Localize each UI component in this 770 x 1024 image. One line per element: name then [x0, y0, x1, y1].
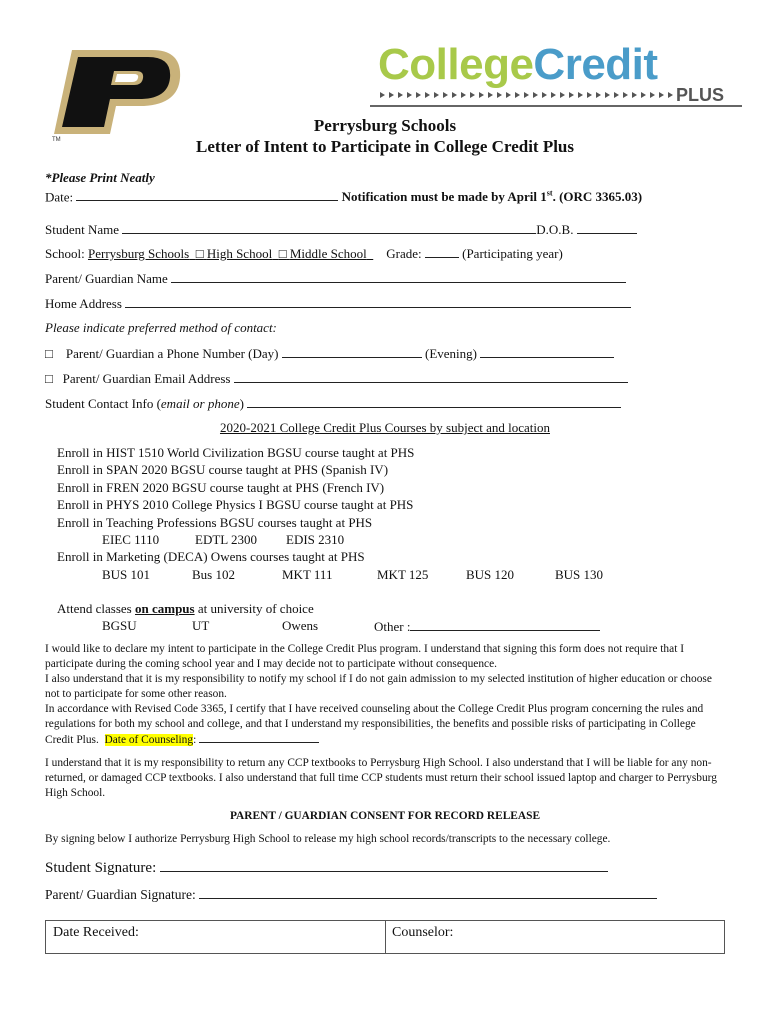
home-address-label: Home Address — [45, 296, 122, 311]
course-code: EIEC 1110 — [102, 532, 160, 547]
course-code: Bus 102 — [192, 567, 235, 582]
parent-signature-label: Parent/ Guardian Signature: — [45, 887, 196, 902]
page-title: Perrysburg Schools — [313, 116, 457, 135]
school-options: Perrysburg Schools □ High School □ Middle School — [87, 246, 367, 261]
student-signature-field[interactable] — [160, 859, 608, 872]
course-item: Enroll in FREN 2020 BGSU course taught at PHS (French IV) — [57, 480, 385, 495]
middle-school-checkbox[interactable]: □ — [278, 246, 287, 261]
phone-day-field[interactable] — [282, 345, 422, 358]
school-label: School: — [45, 246, 85, 261]
contact-prompt: Please indicate preferred method of contact: — [45, 320, 277, 335]
deadline-note: Notification must be made by April 1st. (ORC 3365.03) — [341, 189, 643, 205]
phone-evening-field[interactable] — [480, 345, 614, 358]
phone-checkbox[interactable]: □ — [45, 346, 53, 361]
student-name-field[interactable] — [122, 221, 536, 234]
attend-on-campus: Attend classes on campus at university of choice — [57, 601, 314, 616]
consent-heading: PARENT / GUARDIAN CONSENT FOR RECORD RELEASE — [229, 810, 541, 822]
course-code: EDIS 2310 — [286, 532, 345, 547]
dob-label: D.O.B. — [536, 222, 574, 237]
dob-field[interactable] — [577, 221, 637, 234]
date-label: Date: — [45, 189, 74, 205]
home-address-field[interactable] — [125, 295, 631, 308]
parent-signature-field[interactable] — [199, 886, 657, 899]
college-credit-plus-logo — [370, 40, 742, 110]
course-item: Enroll in PHYS 2010 College Physics I BGSU course taught at PHS — [57, 497, 414, 512]
logo-plus: PLUS — [676, 85, 725, 105]
courses-heading: 2020-2021 College Credit Plus Courses by subject and location — [219, 420, 550, 435]
course-code: MKT 111 — [282, 567, 333, 582]
other-university-field[interactable] — [410, 618, 600, 631]
grade-label: Grade: — [386, 246, 422, 261]
textbook-paragraph: I understand that it is my responsibility to return any CCP textbooks to Perrysburg High School. I also understand that I will be liable for any non-returned, or damaged CCP textbooks. I also understand that full time CCP students must return their school issued laptop and charger to Perrysburg High School. — [45, 757, 717, 799]
date-received-label: Date Received: — [53, 925, 139, 940]
course-item: Enroll in Marketing (DECA) Owens courses taught at PHS — [57, 549, 365, 564]
logo-word-college: College — [378, 40, 534, 89]
university-option: UT — [192, 618, 210, 633]
logo-word-credit: Credit — [533, 40, 658, 89]
course-item: Enroll in SPAN 2020 BGSU course taught at PHS (Spanish IV) — [57, 462, 389, 477]
date-field[interactable] — [76, 188, 338, 201]
parent-name-field[interactable] — [171, 270, 626, 283]
counseling-date-label: Date of Counseling — [104, 734, 194, 746]
student-contact-label: Student Contact Info (email or phone) — [45, 396, 244, 411]
university-option: Owens — [282, 618, 319, 633]
student-contact-field[interactable] — [247, 395, 621, 408]
university-option: BGSU — [102, 618, 137, 633]
counseling-date-field[interactable] — [199, 732, 319, 743]
course-code: BUS 101 — [102, 567, 151, 582]
email-field[interactable] — [234, 370, 628, 383]
evening-label: (Evening) — [425, 346, 477, 361]
email-checkbox[interactable]: □ — [45, 371, 53, 386]
course-code: BUS 130 — [555, 567, 604, 582]
phone-label: Parent/ Guardian a Phone Number (Day) — [65, 346, 279, 361]
parent-name-label: Parent/ Guardian Name — [45, 271, 168, 286]
consent-text: By signing below I authorize Perrysburg High School to release my high school records/transcripts to the necessary college. — [45, 833, 611, 845]
student-signature-label: Student Signature: — [45, 860, 157, 876]
university-option: Other : — [374, 619, 411, 634]
intent-paragraph: I would like to declare my intent to participate in the College Credit Plus program. I understand that signing this form does not require that I participate during the coming school year and I may decide not to participate without consequence. I also understand that it is my responsibility to notify my school if I do not gain admission to my selected institution of higher education or choose not to participate for some other reason. In accordance with Revised Code 3365, I certify that I have received counseling about the College Credit Plus program concerning the rules and regulations for both my school and college, and that I understand my responsibilities, the benefits and possible risks of participating in College Credit Plus. Date of Counseling: — [45, 643, 712, 746]
student-name-label: Student Name — [45, 222, 120, 237]
trademark-mark: TM — [52, 137, 61, 142]
course-code: EDTL 2300 — [195, 532, 257, 547]
course-code: MKT 125 — [377, 567, 429, 582]
email-label: Parent/ Guardian Email Address — [62, 371, 231, 386]
counselor-label: Counselor: — [392, 925, 454, 940]
high-school-checkbox[interactable]: □ — [195, 246, 204, 261]
grade-field[interactable] — [425, 245, 459, 258]
arrow-line-icon — [378, 90, 678, 100]
participating-year-note: (Participating year) — [462, 246, 563, 261]
course-code: BUS 120 — [466, 567, 515, 582]
course-item: Enroll in Teaching Professions BGSU courses taught at PHS — [57, 515, 373, 530]
print-neatly-note: *Please Print Neatly — [45, 170, 155, 185]
page-subtitle: Letter of Intent to Participate in College Credit Plus — [195, 137, 575, 156]
course-item: Enroll in HIST 1510 World Civilization BGSU course taught at PHS — [57, 445, 415, 460]
